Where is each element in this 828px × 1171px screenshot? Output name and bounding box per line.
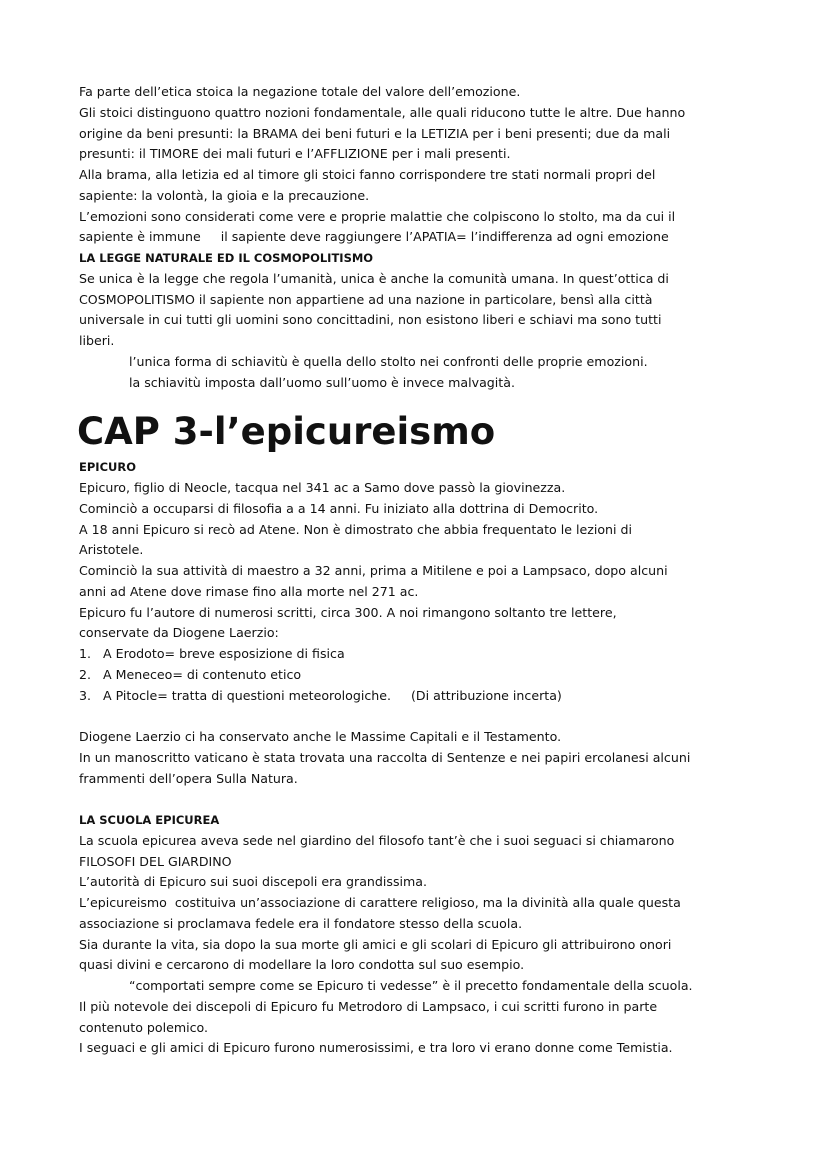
text-line: Se unica è la legge che regola l’umanità, unica è anche la comunità umana. In quest’ottica di <box>79 270 669 286</box>
sources-paragraph <box>79 727 779 789</box>
list-text: A Erodoto= breve esposizione di fisica <box>103 646 345 661</box>
cosmopolitanism-paragraph <box>79 269 779 394</box>
text-line: La scuola epicurea aveva sede nel giardino del filosofo tant’è che i suoi seguaci si chiamarono <box>79 832 675 848</box>
list-number: 3. <box>79 687 92 703</box>
chapter-title: CAP 3-l’epicureismo <box>77 410 496 454</box>
text-line: Diogene Laerzio ci ha conservato anche le Massime Capitali e il Testamento. <box>79 729 562 744</box>
section-heading: LA LEGGE NATURALE ED IL COSMOPOLITISMO <box>79 251 374 265</box>
school-paragraph <box>79 831 779 1059</box>
list-number: 1. <box>79 646 92 661</box>
text-line: Epicuro, figlio di Neocle, tacqua nel 341 ac a Samo dove passò la giovinezza. <box>79 480 566 495</box>
text-line: Fa parte dell’etica stoica la negazione totale del valore dell’emozione. <box>79 84 521 99</box>
list-number: 2. <box>79 666 92 682</box>
text-line: Gli stoici distinguono quattro nozioni fondamentale, alle quali riducono tutte le altre. Due hanno <box>79 104 686 120</box>
list-item <box>79 665 779 686</box>
text-line: conservate da Diogene Laerzio: <box>79 625 279 641</box>
indented-line: l’unica forma di schiavitù è quella dello stolto nei confronti delle proprie emozioni. <box>129 353 648 369</box>
text-line: associazione si proclamava fedele era il fondatore stesso della scuola. <box>79 915 523 931</box>
text-line: L’emozioni sono considerati come vere e proprie malattie che colpiscono lo stolto, ma da cui il <box>79 208 676 224</box>
text-line: COSMOPOLITISMO il sapiente non appartiene ad una nazione in particolare, bensì alla città <box>79 291 653 307</box>
text-line: L’autorità di Epicuro sui suoi discepoli era grandissima. <box>79 874 428 890</box>
text-line: frammenti dell’opera Sulla Natura. <box>79 770 298 786</box>
text-line: Alla brama, alla letizia ed al timore gli stoici fanno corrispondere tre stati normali propri del <box>79 167 656 182</box>
text-line: universale in cui tutti gli uomini sono concittadini, non esistono liberi e schiavi ma sono tutti <box>79 312 662 328</box>
section-heading: EPICURO <box>79 460 136 475</box>
list-item <box>79 686 779 707</box>
quote-line: “comportati sempre come se Epicuro ti vedesse” è il precetto fondamentale della scuola. <box>129 978 693 993</box>
indented-line: la schiavitù imposta dall’uomo sull’uomo è invece malvagità. <box>129 374 515 390</box>
text-line: liberi. <box>79 333 115 348</box>
list-item <box>79 644 779 665</box>
text-line: Il più notevole dei discepoli di Epicuro fu Metrodoro di Lampsaco, i cui scritti furono in parte <box>79 998 658 1014</box>
text-line: L’epicureismo costituiva un’associazione di carattere religioso, ma la divinità alla quale questa <box>79 895 681 910</box>
text-line: origine da beni presunti: la BRAMA dei beni futuri e la LETIZIA per i beni presenti; due da mali <box>79 125 671 141</box>
text-line: In un manoscritto vaticano è stata trovata una raccolta di Sentenze e nei papiri ercolanesi alcuni <box>79 749 691 765</box>
list-text: A Pitocle= tratta di questioni meteorologiche. (Di attribuzione incerta) <box>103 687 562 703</box>
text-line: sapiente è immune il sapiente deve raggiungere l’APATIA= l’indifferenza ad ogni emozione <box>79 229 669 245</box>
text-line: sapiente: la volontà, la gioia e la precauzione. <box>79 187 370 203</box>
text-line: anni ad Atene dove rimase fino alla morte nel 271 ac. <box>79 583 419 599</box>
text-line: Cominciò la sua attività di maestro a 32 anni, prima a Mitilene e poi a Lampsaco, dopo alcuni <box>79 563 668 578</box>
text-line: quasi divini e cercarono di modellare la loro condotta sul suo esempio. <box>79 957 525 973</box>
text-line: contenuto polemico. <box>79 1019 209 1035</box>
stoic-emotions-paragraph <box>79 82 779 248</box>
text-line: Cominciò a occuparsi di filosofia a a 14 anni. Fu iniziato alla dottrina di Democrito. <box>79 500 599 516</box>
text-line: I seguaci e gli amici di Epicuro furono numerosissimi, e tra loro vi erano donne come Temistia. <box>79 1040 673 1056</box>
text-line: FILOSOFI DEL GIARDINO <box>79 853 232 869</box>
text-line: Sia durante la vita, sia dopo la sua morte gli amici e gli scolari di Epicuro gli attribuirono onori <box>79 936 672 952</box>
text-line: A 18 anni Epicuro si recò ad Atene. Non è dimostrato che abbia frequentato le lezioni di <box>79 521 632 537</box>
text-line: presunti: il TIMORE dei mali futuri e l’AFFLIZIONE per i mali presenti. <box>79 146 511 162</box>
text-line: Epicuro fu l’autore di numerosi scritti, circa 300. A noi rimangono soltanto tre lettere, <box>79 604 617 620</box>
list-text: A Meneceo= di contenuto etico <box>103 666 302 682</box>
section-heading: LA SCUOLA EPICUREA <box>79 813 220 827</box>
text-line: Aristotele. <box>79 542 144 558</box>
document-page <box>79 82 779 1059</box>
letters-list <box>79 644 779 706</box>
epicuro-paragraph <box>79 478 779 644</box>
